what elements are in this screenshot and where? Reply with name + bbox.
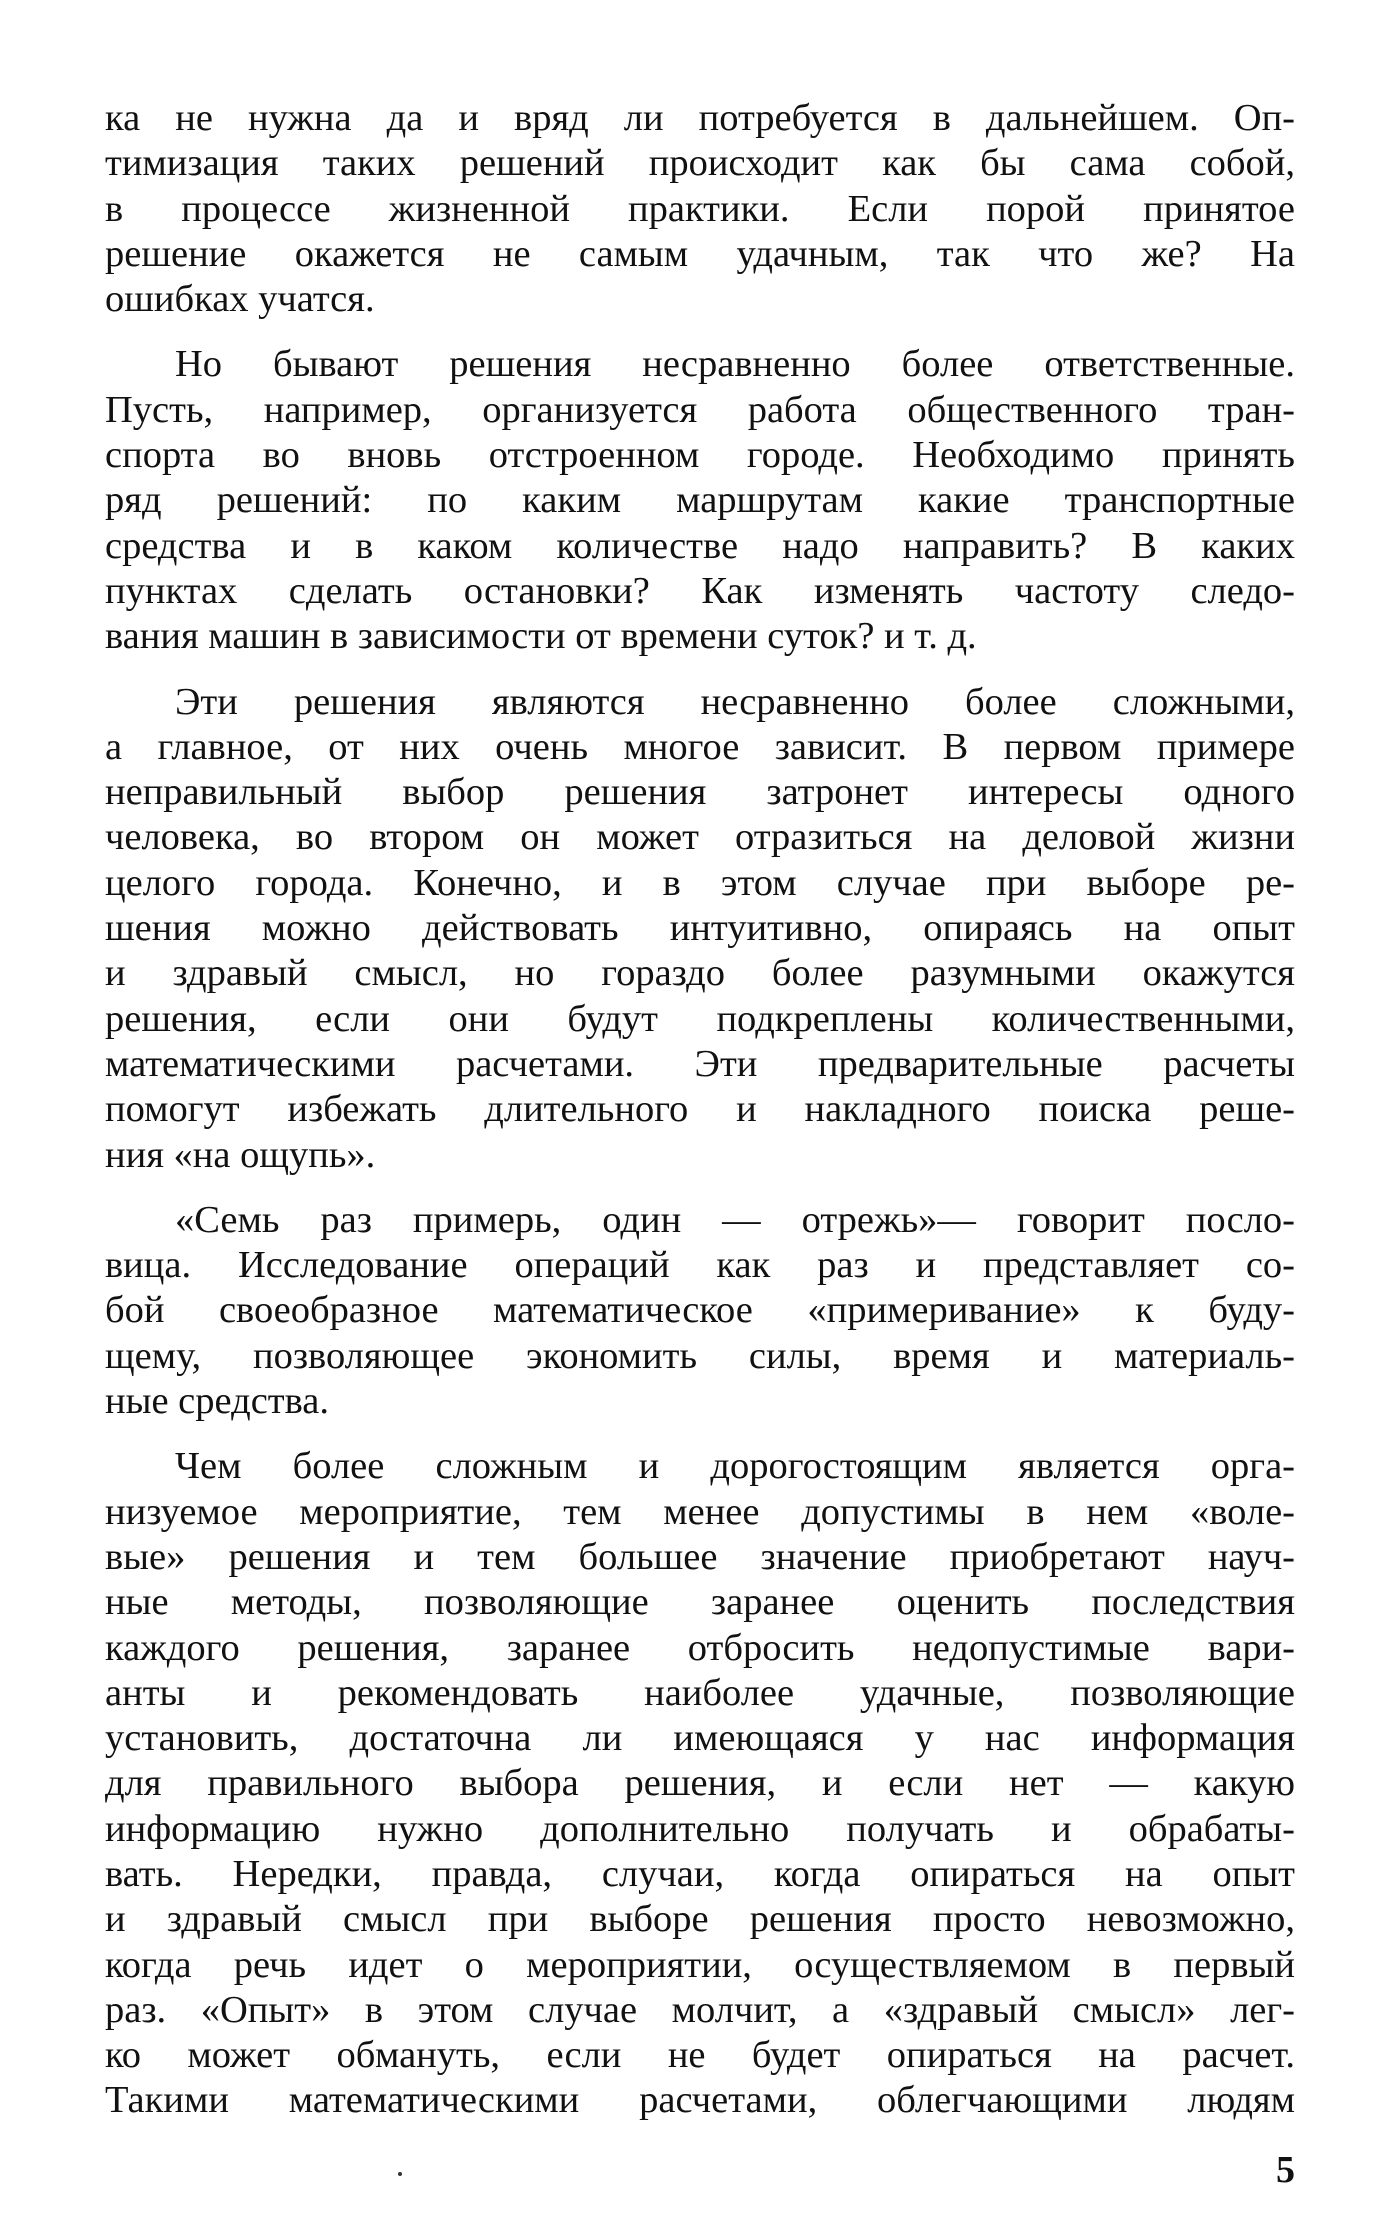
text-line: низуемое мероприятие, тем менее допустимы в нем «воле- [105, 1490, 1295, 1533]
text-line: ния «на ощупь». [105, 1133, 376, 1176]
text-line: вать. Нередки, правда, случаи, когда опираться на опыт [105, 1852, 1295, 1895]
text-line: Эти решения являются несравненно более сложными, [175, 680, 1295, 723]
text-line: ряд решений: по каким маршрутам какие транспортные [105, 479, 1295, 522]
text-line: неправильный выбор решения затронет интересы одного [105, 771, 1295, 814]
paragraph [105, 680, 1295, 1178]
text-line: вания машин в зависимости от времени суток? и т. д. [105, 615, 977, 658]
text-line: для правильного выбора решения, и если нет — какую [105, 1762, 1295, 1805]
paragraph [105, 342, 1295, 659]
paragraph [105, 96, 1295, 322]
text-line: вые» решения и тем большее значение приобретают науч- [105, 1535, 1295, 1578]
text-line: Чем более сложным и дорогостоящим является орга- [175, 1445, 1295, 1488]
text-line: ные средства. [105, 1380, 329, 1423]
text-line: ошибках учатся. [105, 278, 375, 321]
text-line: ные методы, позволяющие заранее оценить последствия [105, 1581, 1295, 1624]
text-line: Такими математическими расчетами, облегчающими людям [105, 2079, 1295, 2122]
text-line: установить, достаточна ли имеющаяся у нас информация [105, 1717, 1295, 1760]
text-line: помогут избежать длительного и накладного поиска реше- [105, 1088, 1295, 1131]
text-line: и здравый смысл, но гораздо более разумными окажутся [105, 952, 1295, 995]
text-line: человека, во втором он может отразиться на деловой жизни [105, 816, 1295, 859]
text-line: «Семь раз примерь, один — отрежь»— говорит посло- [175, 1198, 1295, 1241]
text-line: информацию нужно дополнительно получать и обрабаты- [105, 1807, 1295, 1850]
text-line: Но бывают решения несравненно более ответственные. [175, 343, 1295, 386]
paragraph [105, 1198, 1295, 1424]
text-line: тимизация таких решений происходит как бы сама собой, [105, 142, 1295, 185]
text-line: анты и рекомендовать наиболее удачные, позволяющие [105, 1671, 1295, 1714]
text-line: когда речь идет о мероприятии, осуществляемом в первый [105, 1943, 1295, 1986]
text-line: и здравый смысл при выборе решения просто невозможно, [105, 1898, 1295, 1941]
print-speck [398, 2172, 402, 2176]
text-line: а главное, от них очень многое зависит. В первом примере [105, 725, 1295, 768]
text-line: спорта во вновь отстроенном городе. Необходимо принять [105, 434, 1295, 477]
text-line: в процессе жизненной практики. Если порой принятое [105, 187, 1295, 230]
paragraph [105, 1444, 1295, 2123]
text-line: вица. Исследование операций как раз и представляет со- [105, 1244, 1295, 1287]
text-line: решение окажется не самым удачным, так что же? На [105, 232, 1295, 275]
text-line: бой своеобразное математическое «примеривание» к буду- [105, 1289, 1295, 1332]
text-line: решения, если они будут подкреплены количественными, [105, 997, 1295, 1040]
text-line: Пусть, например, организуется работа общественного тран- [105, 388, 1295, 431]
text-line: средства и в каком количестве надо направить? В каких [105, 524, 1295, 567]
text-line: раз. «Опыт» в этом случае молчит, а «здравый смысл» лег- [105, 1988, 1295, 2031]
page-number: 5 [1276, 2149, 1295, 2191]
text-line: целого города. Конечно, и в этом случае при выборе ре- [105, 861, 1295, 904]
book-page-text [105, 96, 1295, 2144]
text-line: шения можно действовать интуитивно, опираясь на опыт [105, 907, 1295, 950]
text-line: пунктах сделать остановки? Как изменять частоту следо- [105, 569, 1295, 612]
text-line: ка не нужна да и вряд ли потребуется в дальнейшем. Оп- [105, 97, 1295, 139]
text-line: щему, позволяющее экономить силы, время и материаль- [105, 1334, 1295, 1377]
text-line: ко может обмануть, если не будет опираться на расчет. [105, 2034, 1295, 2077]
text-line: каждого решения, заранее отбросить недопустимые вари- [105, 1626, 1295, 1669]
text-line: математическими расчетами. Эти предварительные расчеты [105, 1042, 1295, 1085]
